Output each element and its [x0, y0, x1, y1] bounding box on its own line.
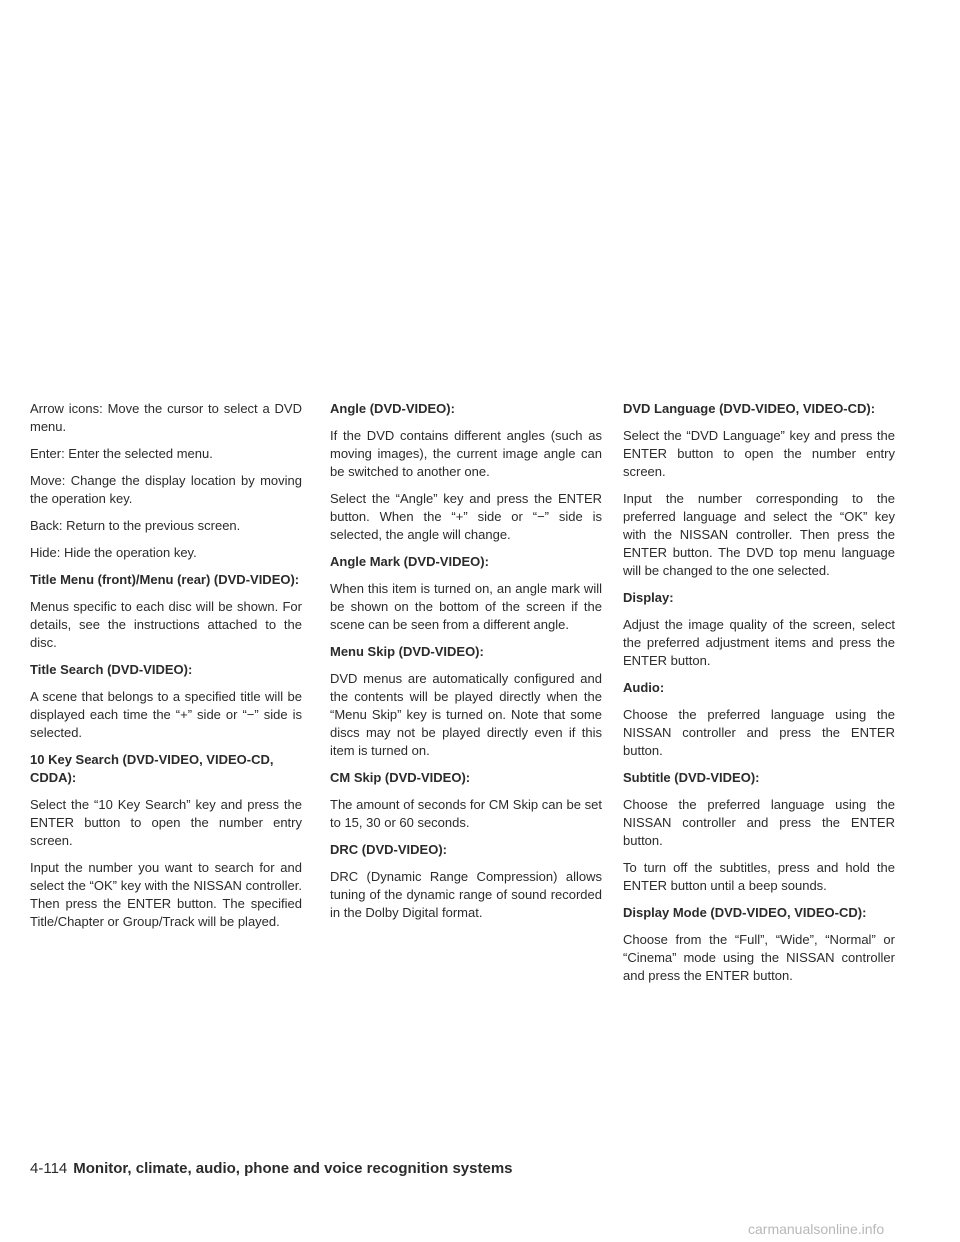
- right-column: [623, 400, 895, 994]
- body-paragraph: Adjust the image quality of the screen, select the preferred adjustment items and press the ENTER button.: [623, 617, 895, 668]
- body-paragraph: DVD menus are automatically configured and the contents will be played directly when the “Menu Skip” key is turned on. Note that some discs may not be played directly even if this item is turned on.: [330, 671, 602, 758]
- body-paragraph: To turn off the subtitles, press and hold the ENTER button until a beep sounds.: [623, 860, 895, 893]
- body-paragraph: Move: Change the display location by moving the operation key.: [30, 473, 302, 506]
- body-paragraph: Select the “DVD Language” key and press the ENTER button to open the number entry screen.: [623, 428, 895, 479]
- section-heading: 10 Key Search (DVD-VIDEO, VIDEO-CD, CDDA):: [30, 752, 274, 785]
- body-paragraph: When this item is turned on, an angle mark will be shown on the bottom of the screen if the scene can be seen from a different angle.: [330, 581, 602, 632]
- body-paragraph: Hide: Hide the operation key.: [30, 545, 197, 560]
- section-heading: Display Mode (DVD-VIDEO, VIDEO-CD):: [623, 905, 867, 920]
- body-paragraph: Select the “Angle” key and press the ENTER button. When the “+” side or “−” side is selected, the angle will change.: [330, 491, 602, 542]
- section-heading: Title Search (DVD-VIDEO):: [30, 662, 193, 677]
- body-paragraph: A scene that belongs to a specified title will be displayed each time the “+” side or “−” side is selected.: [30, 689, 302, 740]
- section-heading: CM Skip (DVD-VIDEO):: [330, 770, 471, 785]
- body-paragraph: If the DVD contains different angles (such as moving images), the current image angle can be switched to another one.: [330, 428, 602, 479]
- section-heading: Angle Mark (DVD-VIDEO):: [330, 554, 489, 569]
- body-paragraph: Select the “10 Key Search” key and press the ENTER button to open the number entry screen.: [30, 797, 302, 848]
- body-paragraph: Choose the preferred language using the NISSAN controller and press the ENTER button.: [623, 707, 895, 758]
- body-paragraph: Input the number you want to search for and select the “OK” key with the NISSAN controller. Then press the ENTER button. The specified Title/Chapter or Group/Track will be played.: [30, 860, 302, 929]
- section-heading: DVD Language (DVD-VIDEO, VIDEO-CD):: [623, 401, 876, 416]
- watermark[interactable]: carmanualsonline.info: [748, 1221, 885, 1237]
- section-heading: Title Menu (front)/Menu (rear) (DVD-VIDEO):: [30, 572, 300, 587]
- body-paragraph: Back: Return to the previous screen.: [30, 518, 241, 533]
- page-number: 4-114: [30, 1160, 68, 1177]
- section-heading: DRC (DVD-VIDEO):: [330, 842, 447, 857]
- body-paragraph: Input the number corresponding to the preferred language and select the “OK” key with the NISSAN controller. Then press the ENTER button. The DVD top menu language will be changed to the one selected.: [623, 491, 895, 578]
- left-column: [30, 400, 302, 940]
- section-title: Monitor, climate, audio, phone and voice recognition systems: [73, 1160, 513, 1177]
- body-paragraph: DRC (Dynamic Range Compression) allows tuning of the dynamic range of sound recorded in the Dolby Digital format.: [330, 869, 602, 920]
- body-paragraph: Choose the preferred language using the NISSAN controller and press the ENTER button.: [623, 797, 895, 848]
- section-heading: Subtitle (DVD-VIDEO):: [623, 770, 760, 785]
- page-footer: [30, 1159, 513, 1179]
- section-heading: Menu Skip (DVD-VIDEO):: [330, 644, 484, 659]
- section-heading: Display:: [623, 590, 674, 605]
- section-heading: Audio:: [623, 680, 665, 695]
- middle-column: [330, 400, 602, 931]
- body-paragraph: Choose from the “Full”, “Wide”, “Normal” or “Cinema” mode using the NISSAN controller and press the ENTER button.: [623, 932, 895, 983]
- body-paragraph: Menus specific to each disc will be shown. For details, see the instructions attached to the disc.: [30, 599, 302, 650]
- body-paragraph: The amount of seconds for CM Skip can be set to 15, 30 or 60 seconds.: [330, 797, 602, 830]
- body-paragraph: Arrow icons: Move the cursor to select a DVD menu.: [30, 401, 302, 434]
- section-heading: Angle (DVD-VIDEO):: [330, 401, 455, 416]
- body-paragraph: Enter: Enter the selected menu.: [30, 446, 213, 461]
